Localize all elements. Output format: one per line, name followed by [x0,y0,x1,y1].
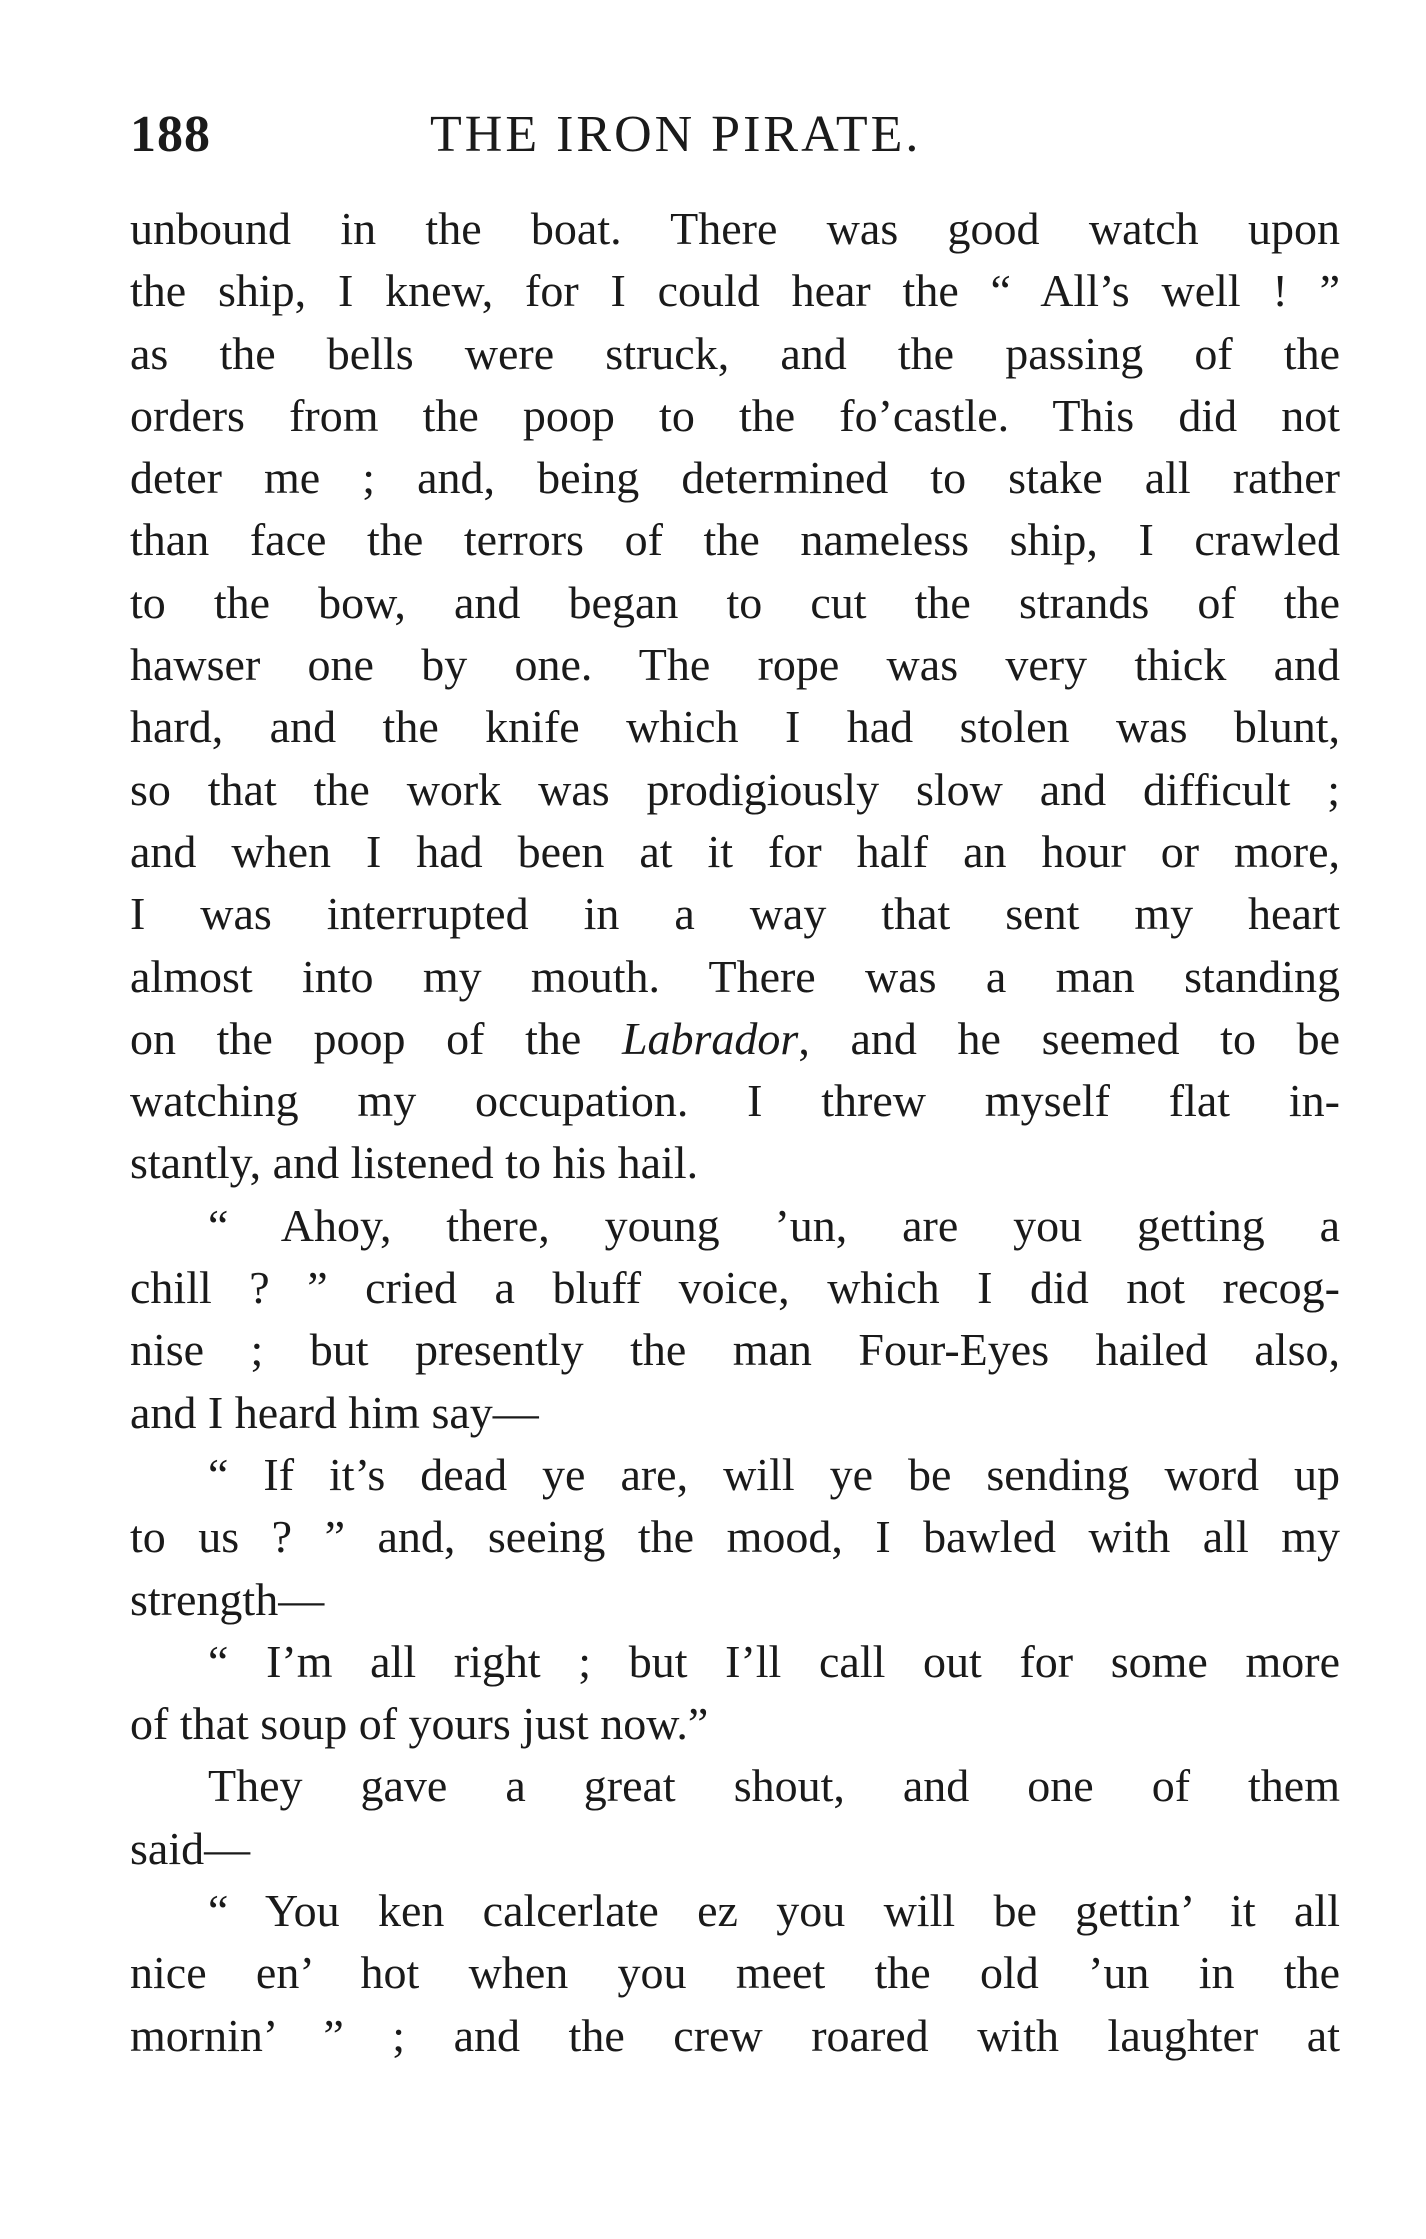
running-title: THE IRON PIRATE. [430,106,922,163]
text-line: stantly, and listened to his hail. [130,1137,699,1189]
text-line: “ I’m all right ; but I’ll call out for some more [208,1635,1340,1687]
text-line: I was interrupted in a way that sent my heart [130,888,1340,940]
text-line: almost into my mouth. There was a man standing [130,950,1340,1002]
text-line: chill ? ” cried a bluff voice, which I did not recog- [130,1262,1340,1314]
text-line: watching my occupation. I threw myself flat in- [130,1075,1340,1127]
text-line: and when I had been at it for half an hour or more, [130,825,1340,877]
text-line: mornin’ ” ; and the crew roared with laughter at [130,2009,1340,2061]
text-line: nice en’ hot when you meet the old ’un in the [130,1947,1340,1999]
text-line: hard, and the knife which I had stolen was blunt, [130,701,1340,753]
body-text [130,198,1340,2067]
text-line: “ Ahoy, there, young ’un, are you getting a [208,1199,1340,1251]
text-line: They gave a great shout, and one of them [208,1760,1340,1812]
text-line: “ You ken calcerlate ez you will be gettin’ it all [208,1885,1340,1937]
text-line: to us ? ” and, seeing the mood, I bawled with all my [130,1511,1340,1563]
italic-ship-name: Labrador [621,1012,799,1064]
text-line: the ship, I knew, for I could hear the “ All’s well ! ” [130,265,1340,317]
running-head [130,100,1340,170]
text-line: strength— [130,1573,325,1625]
text-line: nise ; but presently the man Four-Eyes hailed also, [130,1324,1340,1376]
text-line: to the bow, and began to cut the strands of the [130,576,1340,628]
text-line: on the poop of the Labrador, and he seemed to be [130,1012,1341,1064]
book-page [130,100,1340,2067]
text-line: as the bells were struck, and the passing of the [130,327,1340,379]
text-line: unbound in the boat. There was good watch upon [130,203,1340,254]
text-line: than face the terrors of the nameless ship, I crawled [130,514,1340,566]
text-line: orders from the poop to the fo’castle. This did not [130,389,1340,441]
text-line: so that the work was prodigiously slow and difficult ; [130,763,1340,815]
text-line: and I heard him say— [130,1386,539,1438]
text-line: deter me ; and, being determined to stake all rather [130,452,1340,504]
text-line: “ If it’s dead ye are, will ye be sending word up [208,1448,1340,1500]
text-line: of that soup of yours just now.” [130,1698,709,1750]
text-line: said— [130,1822,251,1874]
text-line: hawser one by one. The rope was very thick and [130,639,1340,691]
page-number: 188 [130,106,211,163]
